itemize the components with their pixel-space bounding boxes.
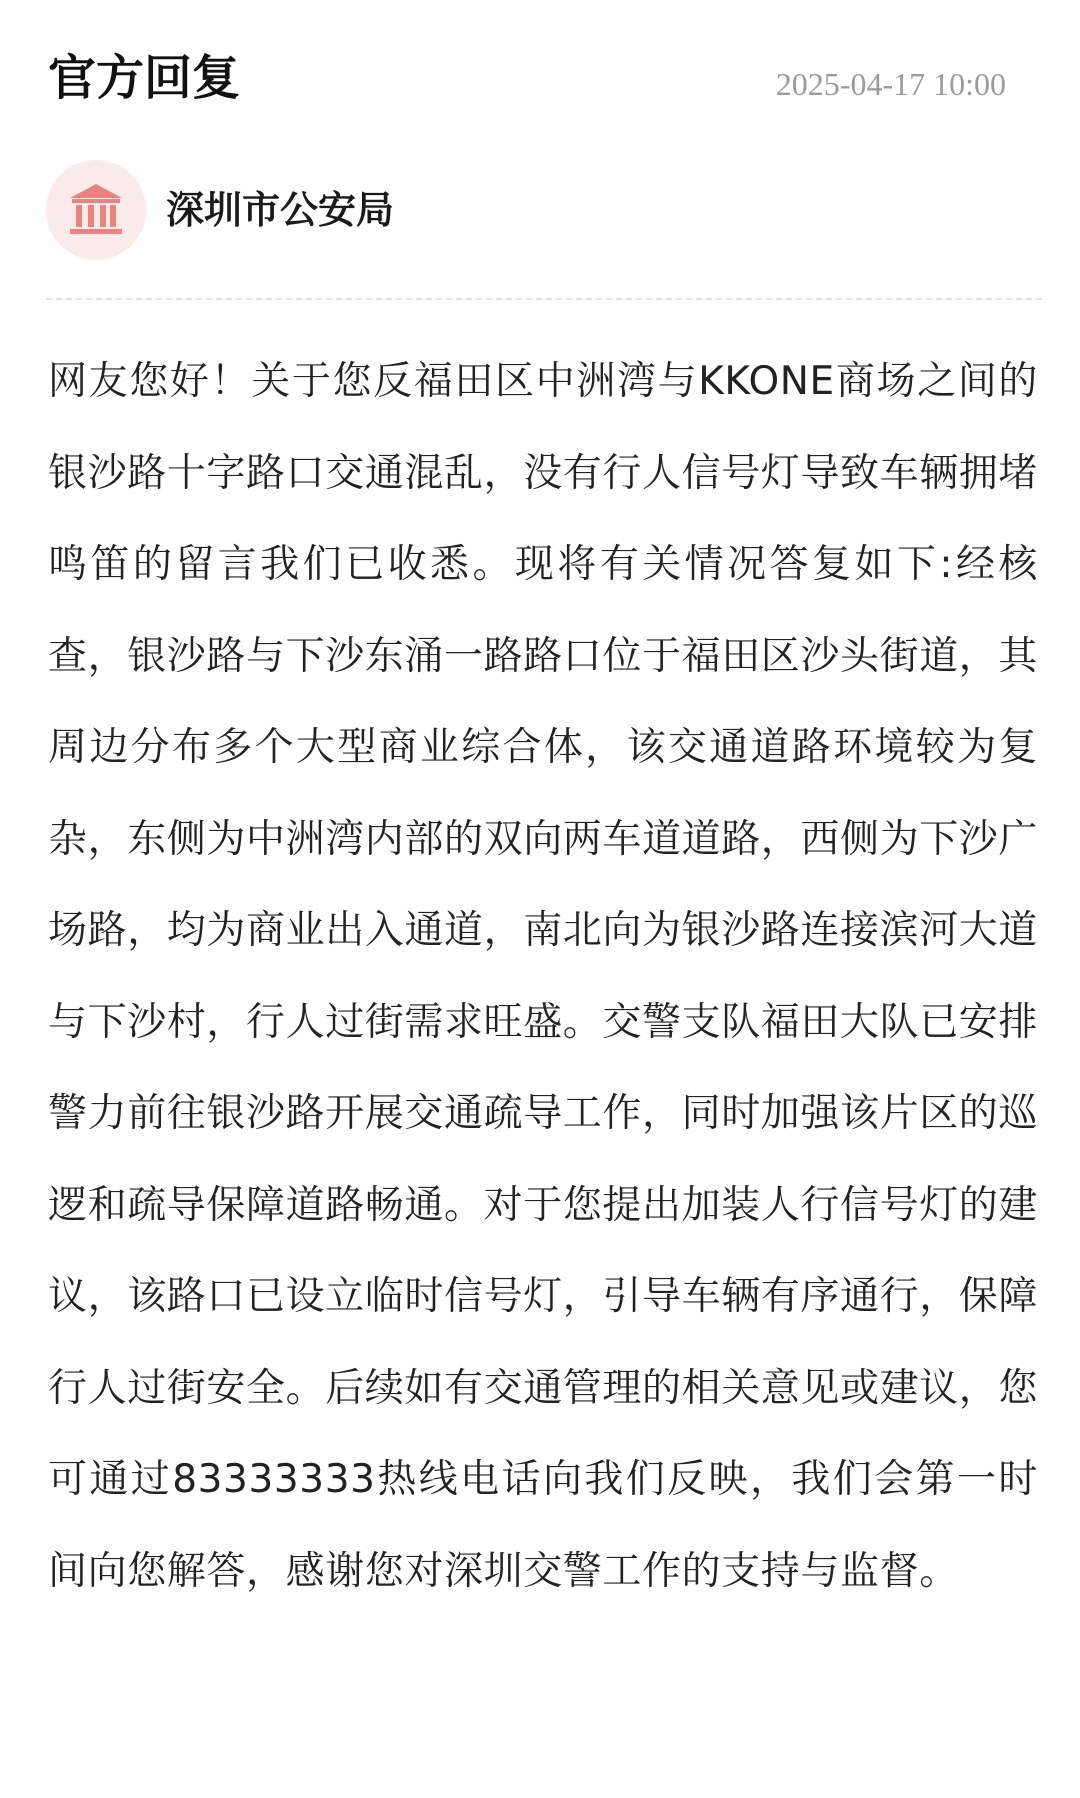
reply-timestamp: 2025-04-17 10:00 xyxy=(775,66,1006,102)
section-divider xyxy=(46,298,1042,300)
reply-header xyxy=(48,38,1032,118)
organization-row[interactable] xyxy=(46,160,946,260)
page-title: 官方回复 xyxy=(48,50,241,106)
organization-name[interactable]: 深圳市公安局 xyxy=(166,188,395,232)
government-building-icon xyxy=(66,180,126,240)
avatar[interactable] xyxy=(46,160,146,260)
reply-body-text: 网友您好！关于您反福田区中洲湾与KKONE商场之间的银沙路十字路口交通混乱，没有行人信号灯导致车辆拥堵鸣笛的留言我们已收悉。现将有关情况答复如下:经核查，银沙路与下沙东涌一路路口位于福田区沙头街道，其周边分布多个大型商业综合体，该交通道路环境较为复杂，东侧为中洲湾内部的双向两车道道路，西侧为下沙广场路，均为商业出入通道，南北向为银沙路连接滨河大道与下沙村，行人过街需求旺盛。交警支队福田大队已安排警力前往银沙路开展交通疏导工作，同时加强该片区的巡逻和疏导保障道路畅通。对于您提出加装人行信号灯的建议，该路口已设立临时信号灯，引导车辆有序通行，保障行人过街安全。后续如有交通管理的相关意见或建议，您可通过83333333热线电话向我们反映，我们会第一时间向您解答，感谢您对深圳交警工作的支持与监督。 xyxy=(48,359,1039,1594)
